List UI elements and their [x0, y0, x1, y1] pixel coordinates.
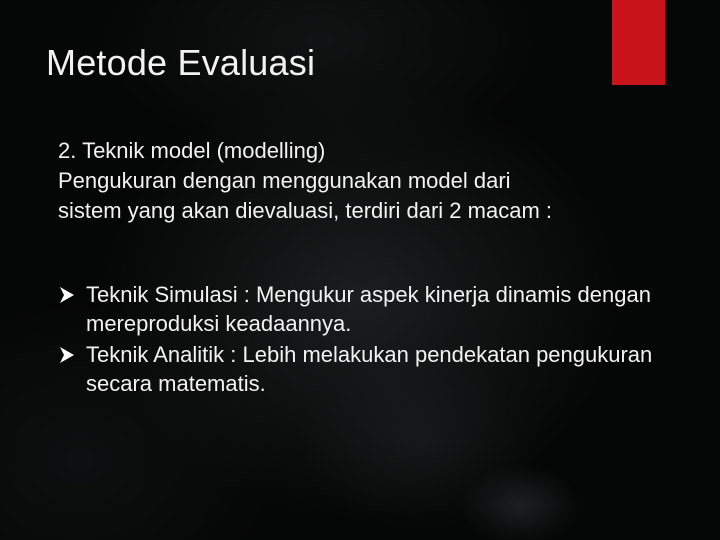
accent-bar: [612, 0, 665, 85]
slide-title: Metode Evaluasi: [46, 42, 316, 83]
bullet-list: [58, 280, 698, 400]
body-line: sistem yang akan dievaluasi, terdiri dari 2 macam :: [58, 198, 552, 223]
arrow-bullet-icon: [58, 347, 78, 363]
slide-body: [58, 136, 698, 226]
bullet-item-simulasi: [58, 280, 698, 338]
bullet-text: Teknik Analitik : Lebih melakukan pendekatan pengukuran secara matematis.: [86, 342, 653, 396]
bullet-text: Teknik Simulasi : Mengukur aspek kinerja dinamis dengan mereproduksi keadaannya.: [86, 282, 651, 336]
arrow-bullet-icon: [58, 287, 78, 303]
bullet-item-analitik: [58, 340, 698, 398]
body-line-heading: 2. Teknik model (modelling): [58, 138, 326, 163]
body-line: Pengukuran dengan menggunakan model dari: [58, 168, 511, 193]
